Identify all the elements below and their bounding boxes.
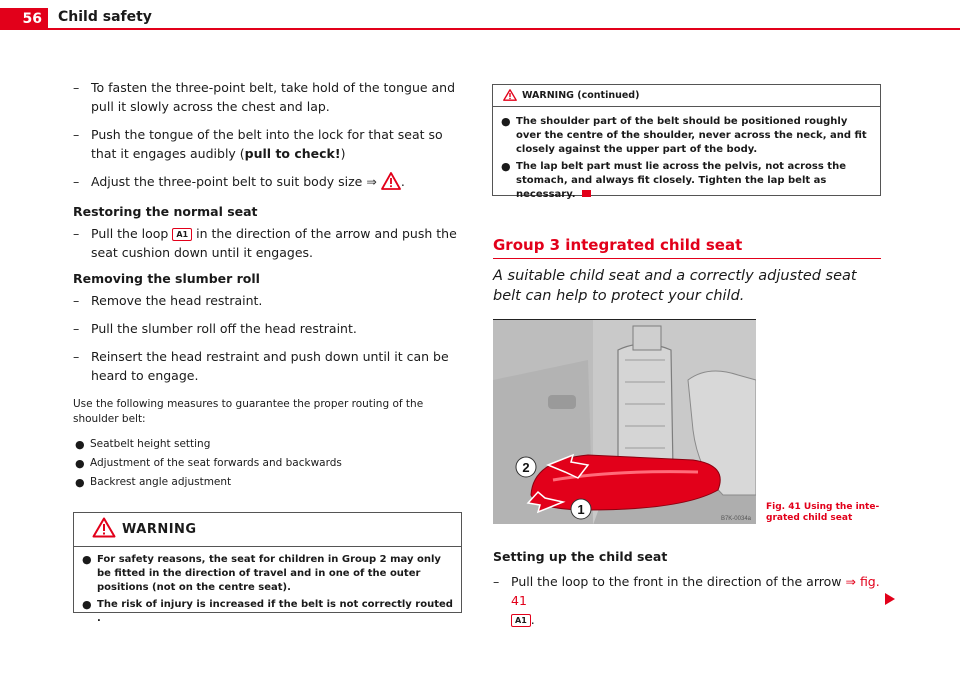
warning-continued-box: [492, 84, 881, 200]
figure-callout-2: 2: [522, 460, 530, 475]
loop-badge-a1: A1: [172, 228, 192, 241]
figure-code: B7K-0034a: [720, 516, 751, 522]
warning-header: [493, 85, 880, 107]
step-pull-loop: – Pull the loop to the front in the direction of the arrow ⇒ fig. 41 A1 .: [493, 574, 880, 627]
warning-triangle-icon: [503, 86, 517, 105]
loop-badge-a1: A1: [511, 614, 531, 627]
step-restore-seat: – Pull the loop A1 in the direction of the arrow and push the seat cushion down until it engages.: [73, 226, 457, 260]
warning-header: [74, 513, 461, 547]
page-number: 56: [0, 8, 48, 30]
warning-box: [73, 512, 462, 624]
slumber-heading: Removing the slumber roll: [73, 271, 260, 286]
warning-item: ● For safety reasons, the seat for children in Group 2 may only be fitted in the direction of travel and in one of the outer positions (not on the centre seat).: [82, 553, 441, 593]
warning-title: WARNING (continued): [522, 90, 640, 101]
warning-triangle-icon: [92, 517, 116, 542]
pull-check-emphasis: pull to check!: [244, 146, 341, 161]
section-rule: [493, 258, 881, 259]
setup-heading: Setting up the child seat: [493, 549, 668, 564]
section-intro: A suitable child seat and a correctly adjusted seat belt can help to protect your child.: [493, 268, 857, 304]
child-seat-illustration: [493, 320, 756, 524]
figure-caption: Fig. 41 Using the inte-grated child seat: [766, 502, 880, 523]
step-pull-slumber-roll: – Pull the slumber roll off the head restraint.: [73, 321, 357, 336]
warning-item: ● The risk of injury is increased if the belt is not correctly routed .: [82, 598, 453, 624]
figure-child-seat: [493, 319, 756, 524]
end-mark-icon: [582, 190, 591, 197]
warning-item: ● The lap belt part must lie across the pelvis, not across the stomach, and always fit closely. Tighten the lap belt as necessary.: [501, 160, 846, 200]
list-item: ● Backrest angle adjustment: [75, 476, 232, 489]
step-push-tongue: – Push the tongue of the belt into the lock for that seat so that it engages audibly (pull to check!): [73, 127, 443, 161]
page-header: [0, 0, 960, 32]
list-item: ● Adjustment of the seat forwards and backwards: [75, 457, 342, 470]
section-title: Group 3 integrated child seat: [493, 236, 743, 254]
figure-reference-arrow[interactable]: ⇒: [845, 574, 856, 589]
step-reinsert-restraint: – Reinsert the head restraint and push down until it can be heard to engage.: [73, 349, 449, 383]
warning-triangle-icon[interactable]: [381, 172, 401, 195]
reference-arrow: ⇒: [366, 174, 377, 189]
header-rule: [48, 28, 960, 30]
figure-reference-link[interactable]: fig. 41: [511, 574, 880, 608]
warning-title: WARNING: [122, 522, 197, 537]
step-remove-restraint: – Remove the head restraint.: [73, 293, 263, 308]
step-fasten-belt: – To fasten the three-point belt, take hold of the tongue and pull it slowly across the chest and lap.: [73, 80, 456, 114]
step-adjust-belt: – Adjust the three-point belt to suit body size ⇒ .: [73, 172, 465, 195]
next-page-arrow-icon[interactable]: [884, 591, 896, 610]
routing-note: Use the following measures to guarantee the proper routing of the shoulder belt:: [73, 398, 424, 425]
chapter-title: Child safety: [58, 9, 152, 25]
warning-item: ● The shoulder part of the belt should be positioned roughly over the centre of the shoulder, never across the neck, and fit closely against the upper part of the body.: [501, 115, 867, 155]
restore-heading: Restoring the normal seat: [73, 204, 258, 219]
left-column: [73, 78, 465, 494]
figure-callout-1: 1: [577, 502, 585, 517]
list-item: ● Seatbelt height setting: [75, 438, 211, 451]
